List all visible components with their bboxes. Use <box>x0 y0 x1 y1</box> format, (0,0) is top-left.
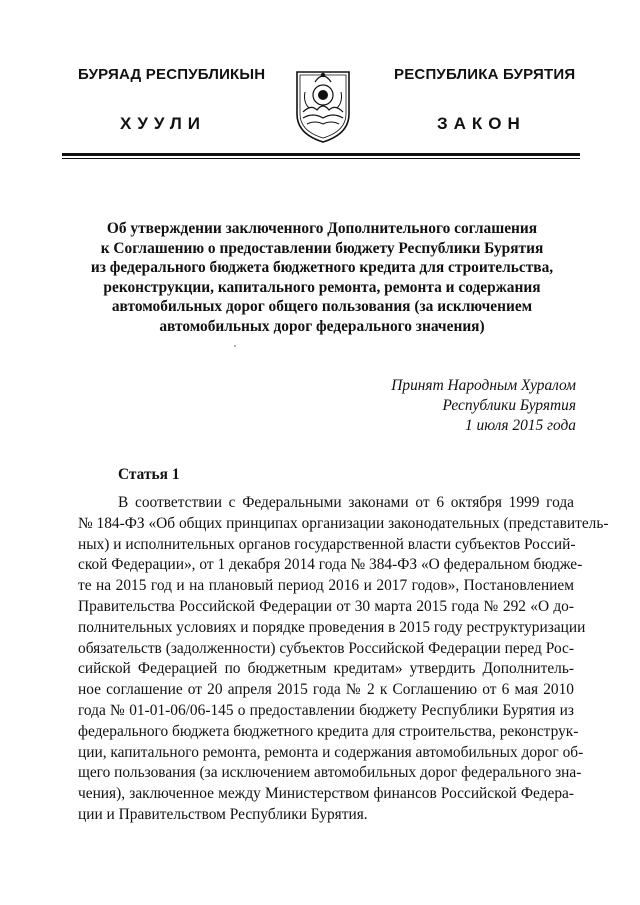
header-right-law-word: ЗАКОН <box>437 114 526 133</box>
header-left-law-word: ХУУЛИ <box>120 114 206 133</box>
article-line: В соответствии с Федеральными законами от 6 октября 1999 года <box>118 494 574 511</box>
republic-coat-of-arms-icon <box>291 62 355 144</box>
article-line: ции, капитального ремонта, ремонта и содержания автомобильных дорог об- <box>78 743 584 761</box>
article-line: федерального бюджета бюджетного кредита для строительства, реконструк- <box>78 722 579 740</box>
article-line: щего пользования (за исключением автомобильных дорог федерального зна- <box>78 764 582 782</box>
article-line: ции и Правительством Республики Бурятия. <box>78 805 368 823</box>
adoption-line: Принят Народным Хуралом <box>391 377 576 394</box>
article-line: сийской Федерацией по бюджетным кредитам» утвердить Дополнитель- <box>78 660 574 678</box>
law-title-line: автомобильных дорог общего пользования (за исключением <box>111 298 533 315</box>
scan-speck <box>234 345 236 347</box>
article-line: № 184-ФЗ «Об общих принципах организации законодательных (представитель- <box>78 514 609 532</box>
article-line: ных) и исполнительных органов государственной власти субъектов Россий- <box>78 535 576 553</box>
article-line: ской Федерации», от 1 декабря 2014 года № 384-ФЗ «О федеральном бюдже- <box>78 556 583 574</box>
law-title-line: Об утверждении заключенного Дополнительного соглашения <box>106 220 538 237</box>
adoption-note <box>391 376 576 436</box>
adoption-line: Республики Бурятия <box>442 397 576 414</box>
header-left-republic-name: БУРЯАД РЕСПУБЛИКЫН <box>78 66 266 83</box>
article-line: полнительных условиях и порядке проведения в 2015 году реструктуризации <box>78 618 586 636</box>
law-title-line: из федерального бюджета бюджетного кредита для строительства, <box>90 259 554 276</box>
header-divider-thick <box>62 153 580 156</box>
law-title <box>80 219 564 336</box>
article-line: обязательств (задолженности) субъектов Российской Федерации перед Рос- <box>78 639 574 657</box>
law-title-line: реконструкции, капитального ремонта, ремонта и содержания <box>103 278 541 296</box>
adoption-date: 1 июля 2015 года <box>464 417 576 434</box>
header-right-republic-name: РЕСПУБЛИКА БУРЯТИЯ <box>394 66 576 83</box>
header-divider-thin <box>62 158 580 159</box>
article-line: те на 2015 год и на плановый период 2016 и 2017 годов», Постановлением <box>78 577 574 595</box>
article-line: ное соглашение от 20 апреля 2015 года № 2 к Соглашению от 6 мая 2010 <box>78 681 574 699</box>
article-body <box>78 493 609 826</box>
article-heading: Статья 1 <box>118 466 180 483</box>
law-title-line: к Соглашению о предоставлении бюджету Республики Бурятия <box>100 239 544 257</box>
law-title-line: автомобильных дорог федерального значения) <box>159 317 485 335</box>
article-line: чения), заключенное между Министерством финансов Российской Федера- <box>78 785 574 803</box>
article-line: года № 01-01-06/06-145 о предоставлении бюджету Республики Бурятия из <box>78 701 574 719</box>
article-line: Правительства Российской Федерации от 30 марта 2015 года № 292 «О до- <box>78 597 574 615</box>
